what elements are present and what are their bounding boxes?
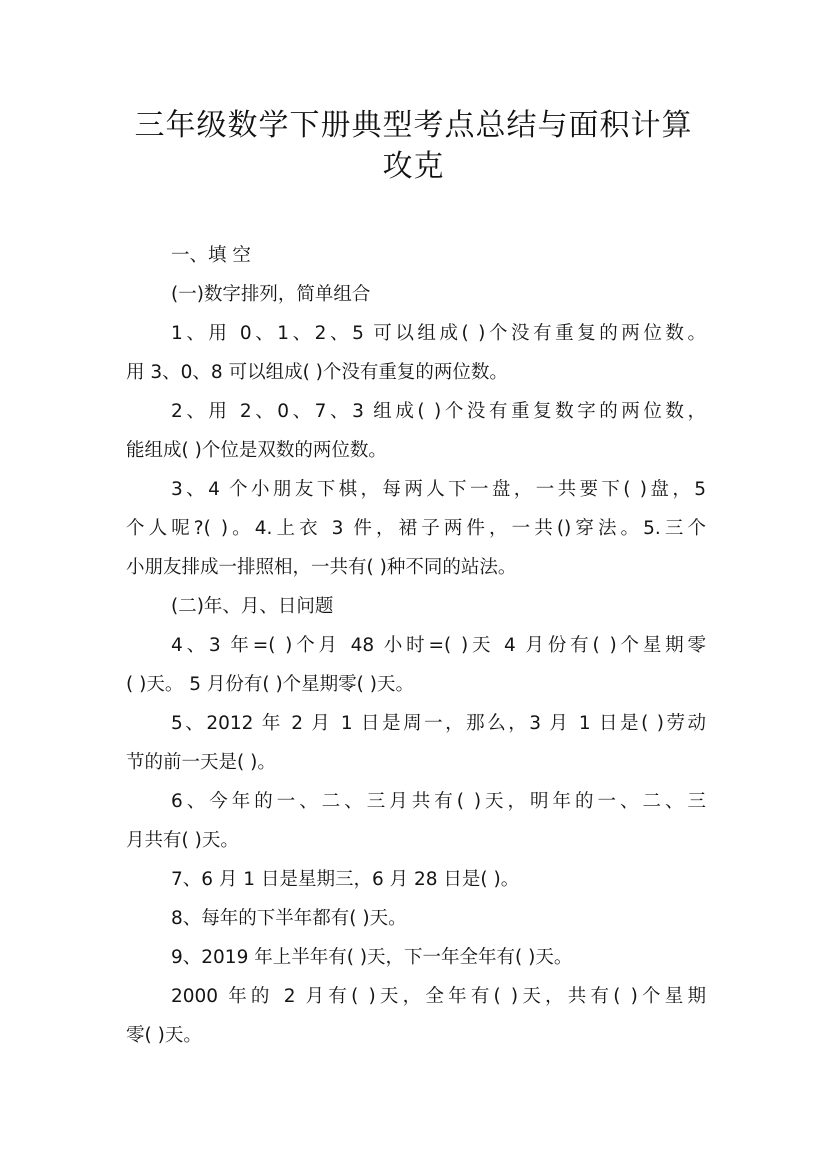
- question-4: 4、3 年=( )个月 48 小时=( )天 4 月份有( )个星期零: [171, 635, 706, 656]
- question-2: 2、用 2、0、7、3 组成( )个没有重复数字的两位数，: [171, 401, 706, 422]
- question-3-continued: 小朋友排成一排照相，一共有( )种不同的站法。: [126, 557, 517, 578]
- question-8: 8、每年的下半年都有( )天。: [171, 908, 407, 929]
- question-2-continued: 能组成( )个位是双数的两位数。: [126, 440, 387, 461]
- subsection-heading: (二)年、月、日问题: [171, 596, 334, 617]
- question-7: 7、6 月 1 日是星期三，6 月 28 日是( )。: [171, 869, 520, 890]
- page-title-continued: 攻克: [382, 149, 445, 184]
- question-4-continued: ( )天。 5 月份有( )个星期零( )天。: [126, 674, 414, 695]
- question-9-extra: 2000 年的 2 月有( )天，全年有( )天，共有( )个星期: [171, 986, 706, 1007]
- question-9-extra-continued: 零( )天。: [126, 1025, 202, 1046]
- question-9: 9、2019 年上半年有( )天，下一年全年有( )天。: [171, 947, 573, 968]
- question-1: 1、用 0、1、2、5 可以组成( )个没有重复的两位数。: [171, 323, 706, 344]
- question-5-continued: 节的前一天是( )。: [126, 752, 276, 773]
- subsection-heading: (一)数字排列，简单组合: [171, 284, 371, 305]
- question-6-continued: 月共有( )天。: [126, 830, 239, 851]
- page-title: 三年级数学下册典型考点总结与面积计算: [134, 108, 693, 143]
- question-3-continued: 个人呢?( )。4.上衣 3 件，裙子两件，一共()穿法。5.三个: [126, 518, 706, 539]
- question-6: 6、今年的一、二、三月共有( )天，明年的一、二、三: [171, 791, 706, 812]
- document-body: [126, 236, 706, 1055]
- section-heading: 一、填 空: [171, 245, 251, 266]
- question-3: 3、4 个小朋友下棋，每两人下一盘，一共要下( )盘，5: [171, 479, 706, 500]
- question-1-continued: 用 3、0、8 可以组成( )个没有重复的两位数。: [126, 362, 508, 383]
- question-5: 5、2012 年 2 月 1 日是周一，那么，3 月 1 日是( )劳动: [171, 713, 706, 734]
